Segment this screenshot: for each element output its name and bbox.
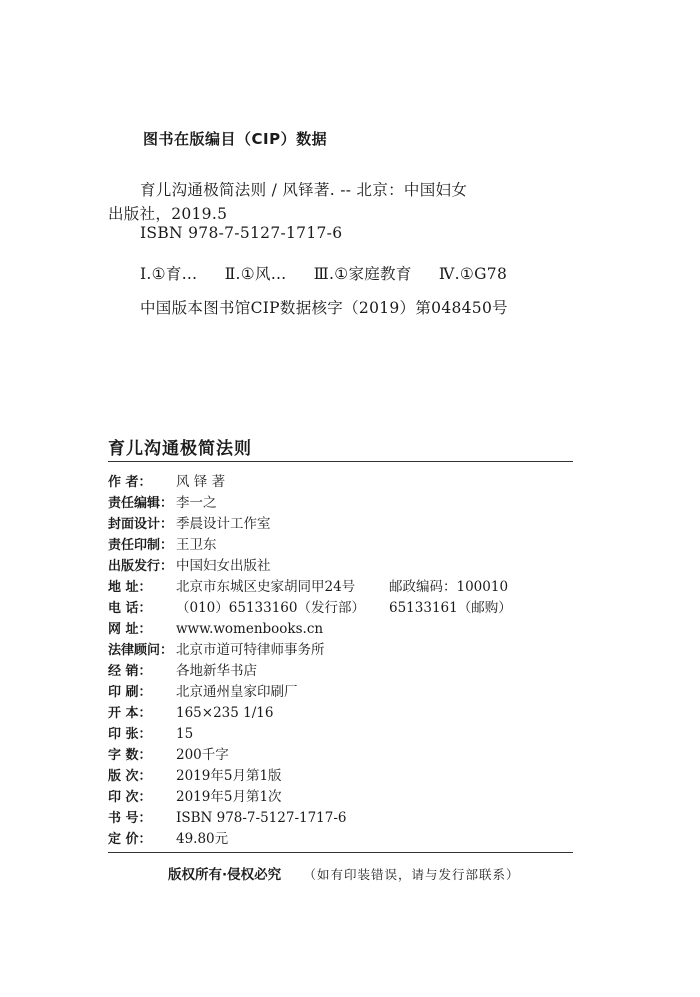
colophon-row xyxy=(108,577,578,598)
colophon-label: 封面设计： xyxy=(108,517,174,532)
colophon-row xyxy=(108,661,578,682)
colophon-value: www.womenbooks.cn xyxy=(176,621,324,637)
colophon-value: 2019年5月第1次 xyxy=(176,789,282,805)
colophon-value: 季晨设计工作室 xyxy=(176,516,271,532)
colophon-label: 书 号： xyxy=(108,811,152,826)
colophon-value: ISBN 978-7-5127-1717-6 xyxy=(176,810,347,826)
colophon-row xyxy=(108,724,578,745)
book-title: 育儿沟通极简法则 xyxy=(108,439,252,459)
cip-heading: 图书在版编目（CIP）数据 xyxy=(143,130,328,148)
colophon-value: 王卫东 xyxy=(176,537,217,553)
colophon-row xyxy=(108,787,578,808)
colophon-row xyxy=(108,829,578,850)
cip-title-line: 育儿沟通极简法则 / 风铎著. -- 北京：中国妇女 xyxy=(140,181,468,199)
colophon-label: 出版发行： xyxy=(108,559,174,574)
colophon-value: 15 xyxy=(176,726,194,742)
classification-item: Ⅲ.①家庭教育 xyxy=(313,265,412,283)
copyright-note: （如有印装错误，请与发行部联系） xyxy=(303,867,520,882)
cip-publisher-line: 出版社，2019.5 xyxy=(108,205,228,223)
colophon-extra: 65133161（邮购） xyxy=(389,600,512,616)
colophon-row xyxy=(108,472,578,493)
colophon-value: 中国妇女出版社 xyxy=(176,558,271,574)
colophon-value: 各地新华书店 xyxy=(176,663,257,679)
colophon-label: 印 刷： xyxy=(108,685,152,700)
colophon-row xyxy=(108,766,578,787)
classification-item: Ⅳ.①G78 xyxy=(438,265,508,283)
colophon-label: 定 价： xyxy=(108,832,152,847)
colophon-label: 电 话： xyxy=(108,601,152,616)
divider xyxy=(108,852,573,853)
colophon-row xyxy=(108,745,578,766)
divider xyxy=(108,461,573,462)
colophon-value: （010）65133160（发行部） xyxy=(176,600,365,616)
colophon-row xyxy=(108,514,578,535)
colophon-label: 印 张： xyxy=(108,727,152,742)
colophon-row xyxy=(108,703,578,724)
colophon-row xyxy=(108,640,578,661)
colophon-row xyxy=(108,682,578,703)
classification-item: Ⅱ.①风… xyxy=(224,265,287,283)
colophon-value: 165×235 1/16 xyxy=(176,705,274,721)
colophon-label: 网 址： xyxy=(108,622,152,637)
colophon-row xyxy=(108,535,578,556)
colophon-value: 49.80元 xyxy=(176,831,229,847)
colophon-row xyxy=(108,556,578,577)
colophon-value: 北京通州皇家印刷厂 xyxy=(176,684,298,700)
classification-item: Ⅰ.①育… xyxy=(140,265,198,283)
cip-isbn-line: ISBN 978-7-5127-1717-6 xyxy=(140,224,343,242)
colophon-value: 北京市道可特律师事务所 xyxy=(176,642,325,658)
cip-number-line: 中国版本图书馆CIP数据核字（2019）第048450号 xyxy=(140,299,508,317)
colophon-value: 北京市东城区史家胡同甲24号 xyxy=(176,579,356,595)
colophon-label: 开 本： xyxy=(108,706,152,721)
colophon-extra: 邮政编码：100010 xyxy=(389,579,509,595)
copyright-notice: 版权所有·侵权必究 xyxy=(168,867,282,883)
colophon-label: 地 址： xyxy=(108,580,152,595)
colophon-label: 版 次： xyxy=(108,769,152,784)
copyright-line xyxy=(168,863,519,883)
colophon-row xyxy=(108,493,578,514)
colophon-label: 责任编辑： xyxy=(108,496,174,511)
colophon-label: 法律顾问： xyxy=(108,643,174,658)
cip-classification-line xyxy=(140,262,529,284)
colophon-label: 印 次： xyxy=(108,790,152,805)
colophon-row xyxy=(108,619,578,640)
colophon-label: 责任印制： xyxy=(108,538,174,553)
colophon-row xyxy=(108,808,578,829)
colophon-label: 作 者： xyxy=(108,475,152,490)
colophon-value: 200千字 xyxy=(176,747,229,763)
colophon-label: 字 数： xyxy=(108,748,152,763)
colophon-label: 经 销： xyxy=(108,664,152,679)
colophon-value: 2019年5月第1版 xyxy=(176,768,282,784)
colophon xyxy=(108,472,578,850)
colophon-value: 李一之 xyxy=(176,495,217,511)
colophon-value: 风 铎 著 xyxy=(176,474,226,490)
colophon-row xyxy=(108,598,578,619)
